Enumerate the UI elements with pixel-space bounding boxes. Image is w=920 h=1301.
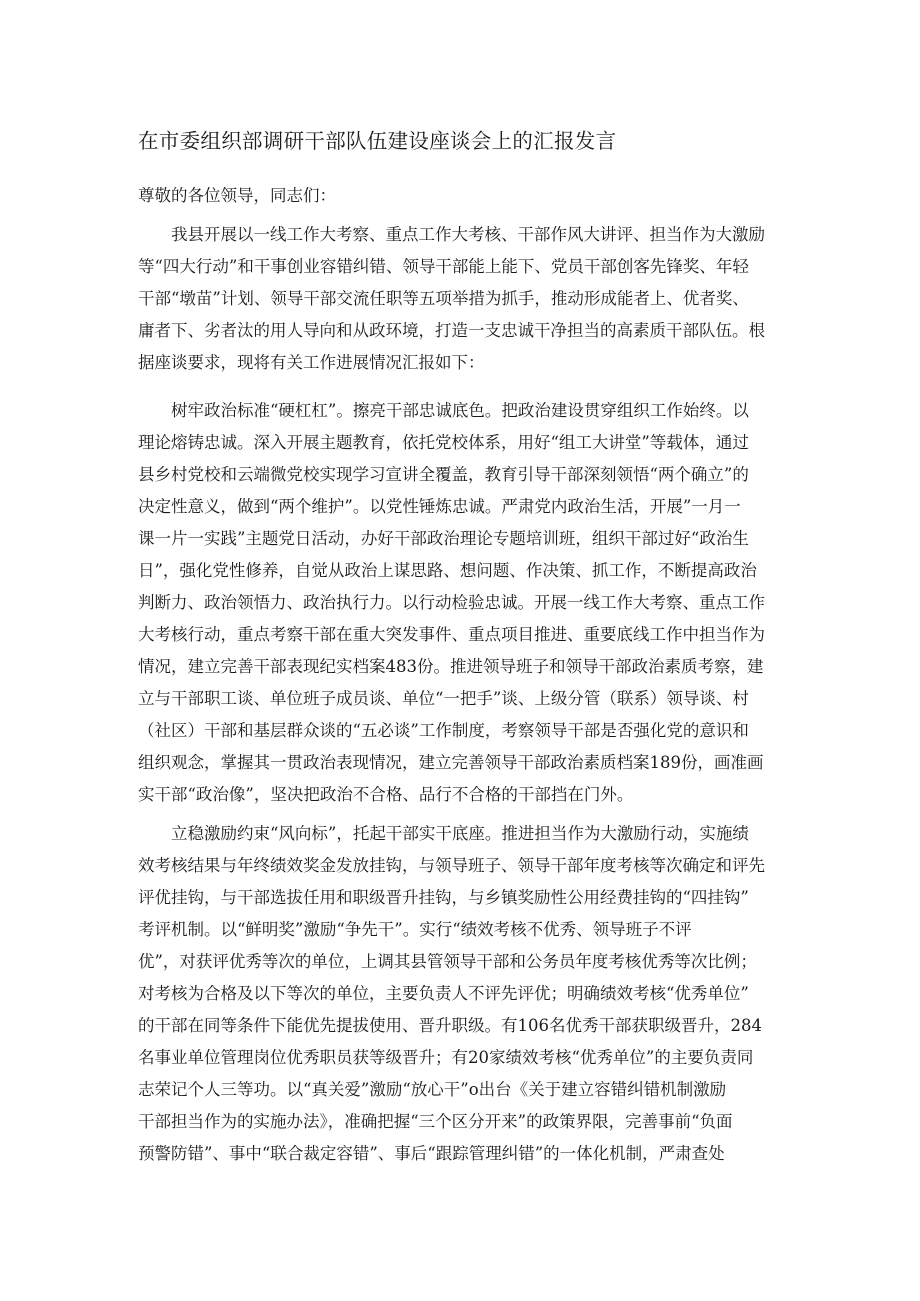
- text-line: 树牢政治标准“硬杠杠”。擦亮干部忠诚底色。把政治建设贯穿组织工作始终。以: [138, 401, 749, 420]
- paragraph-incentive-mechanism: [138, 818, 798, 1170]
- text-line: 课一片一实践”主题党日活动，办好干部政治理论专题培训班，组织干部过好“政治生: [138, 529, 749, 548]
- text-line: 干部担当作为的实施办法》，准确把握“三个区分开来”的政策界限，完善事前“负面: [138, 1112, 733, 1131]
- text-line: 名事业单位管理岗位优秀职员获等级晋升；有20家绩效考核“优秀单位”的主要负责同: [138, 1048, 754, 1067]
- text-line: 立稳激励约束“风向标”，托起干部实干底座。推进担当作为大激励行动，实施绩: [138, 824, 749, 843]
- text-line: 干部“墩苗”计划、领导干部交流任职等五项举措为抓手，推动形成能者上、优者奖、: [138, 289, 749, 308]
- text-line: 优”，对获评优秀等次的单位，上调其县管领导干部和公务员年度考核优秀等次比例；: [138, 952, 757, 971]
- text-line: 实干部“政治像”，坚决把政治不合格、品行不合格的干部挡在门外。: [138, 785, 634, 804]
- text-line: 理论熔铸忠诚。深入开展主题教育，依托党校体系，用好“组工大讲堂”等载体，通过: [138, 433, 749, 452]
- text-line: 立与干部职工谈、单位班子成员谈、单位“一把手”谈、上级分管（联系）领导谈、村: [138, 689, 749, 708]
- paragraph-political-standard: [138, 395, 798, 811]
- text-line: 组织观念，掌握其一贯政治表现情况，建立完善领导干部政治素质档案189份，画准画: [138, 753, 764, 772]
- text-line: 决定性意义，做到“两个维护”。以党性锤炼忠诚。严肃党内政治生活，开展”一月一: [138, 497, 741, 516]
- text-line: 效考核结果与年终绩效奖金发放挂钩，与领导班子、领导干部年度考核等次确定和评先: [138, 856, 765, 875]
- text-line: 庸者下、劣者汰的用人导向和从政环境，打造一支忠诚干净担当的高素质干部队伍。根: [138, 321, 765, 340]
- text-line: （社区）干部和基层群众谈的“五必谈”工作制度，考察领导干部是否强化党的意识和: [138, 721, 749, 740]
- text-line: 情况，建立完善干部表现纪实档案483份。推进领导班子和领导干部政治素质考察，建: [138, 657, 764, 676]
- text-line: 据座谈要求，现将有关工作进展情况汇报如下：: [138, 353, 485, 372]
- text-line: 大考核行动，重点考察干部在重大突发事件、重点项目推进、重要底线工作中担当作为: [138, 625, 765, 644]
- text-line: 考评机制。以“鲜明奖”激励“争先干”。实行“绩效考核不优秀、领导班子不评: [138, 920, 692, 939]
- text-line: 我县开展以一线工作大考察、重点工作大考核、干部作风大讲评、担当作为大激励: [138, 225, 765, 244]
- text-line: 县乡村党校和云端微党校实现学习宣讲全覆盖，教育引导干部深刻领悟“两个确立”的: [138, 465, 749, 484]
- document-title: 在市委组织部调研干部队伍建设座谈会上的汇报发言: [138, 129, 617, 153]
- salutation: 尊敬的各位领导，同志们：: [138, 186, 336, 205]
- text-line: 等“四大行动”和干事创业容错纠错、领导干部能上能下、党员干部创客先锋奖、年轻: [138, 257, 749, 276]
- text-line: 志荣记个人三等功。以“真关爱”激励“放心干”o出台《关于建立容错纠错机制激励: [138, 1080, 727, 1099]
- text-line: 判断力、政治领悟力、政治执行力。以行动检验忠诚。开展一线工作大考察、重点工作: [138, 593, 765, 612]
- text-line: 预警防错”、事中“联合裁定容错”、事后“跟踪管理纠错”的一体化机制，严肃查处: [138, 1144, 725, 1163]
- paragraph-intro: [138, 219, 798, 379]
- text-line: 评优挂钩，与干部选拔任用和职级晋升挂钩，与乡镇奖励性公用经费挂钩的“四挂钩”: [138, 888, 749, 907]
- text-line: 对考核为合格及以下等次的单位，主要负责人不评先评优；明确绩效考核“优秀单位”: [138, 984, 749, 1003]
- text-line: 日”，强化党性修养，自觉从政治上谋思路、想问题、作决策、抓工作，不断提高政治: [138, 561, 757, 580]
- text-line: 的干部在同等条件下能优先提拔使用、晋升职级。有106名优秀干部获职级晋升，284: [138, 1016, 762, 1035]
